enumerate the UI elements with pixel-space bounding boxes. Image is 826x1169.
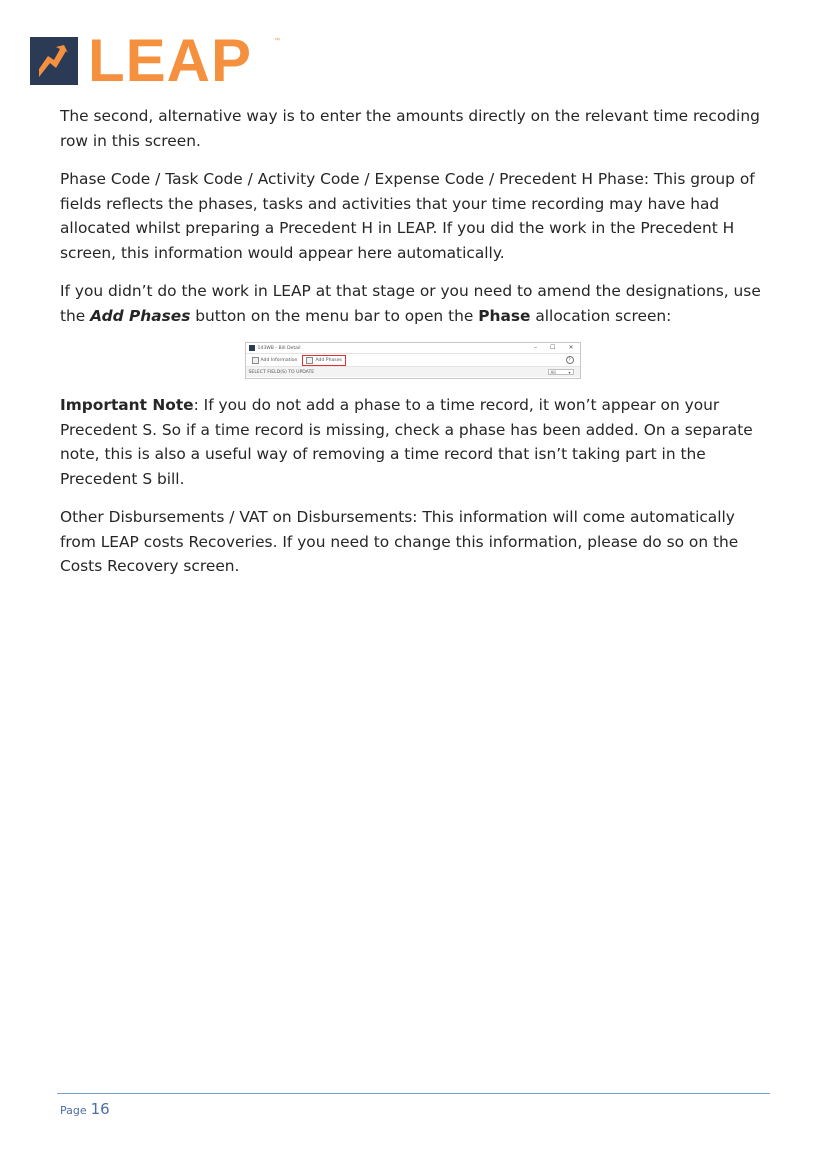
paragraph-phase-codes: Phase Code / Task Code / Activity Code / Expense Code / Precedent H Phase: This group of fields reflects the phases, tasks and activities that your time recording may have had allocated whilst preparing a Precedent H in LEAP. If you did the work in the Precedent H screen, this information would appear here automatically. [60, 170, 755, 262]
app-icon [249, 345, 255, 351]
window-title: 143WB - Bill Detail [257, 345, 301, 351]
add-information-button[interactable]: Add Information [249, 356, 301, 365]
page-label: Page [60, 1104, 87, 1117]
phase-emphasis: Phase [478, 306, 531, 325]
minimize-icon[interactable]: – [534, 344, 538, 351]
maximize-icon[interactable]: ☐ [550, 344, 556, 351]
help-icon[interactable]: ? [566, 356, 574, 364]
paragraph-important-note: Important Note: If you do not add a phase to a time record, it won’t appear on your Precedent S. So if a time record is missing, check a phase has been added. On a separate note, this is also a useful way of removing a time record that isn’t taking part in the Precedent S bill. [60, 396, 753, 488]
leap-logo-text: LEAP [88, 27, 253, 94]
window-controls [534, 344, 573, 351]
page-content [60, 104, 765, 593]
page-footer [60, 1100, 110, 1118]
add-phases-button[interactable]: Add Phases [302, 355, 345, 366]
window-title-bar [246, 343, 580, 354]
close-icon[interactable]: ✕ [568, 344, 574, 351]
paragraph-add-phases: If you didn’t do the work in LEAP at that stage or you need to amend the designations, use the Add Phases button on the menu bar to open the Phase allocation screen: [60, 282, 761, 325]
paragraph-other-disbursements: Other Disbursements / VAT on Disbursements: This information will come automatically from LEAP costs Recoveries. If you need to change this information, please do so on the Costs Recovery screen. [60, 508, 739, 575]
paragraph-alternative-way: The second, alternative way is to enter the amounts directly on the relevant time recoding row in this screen. [60, 107, 760, 150]
filter-label: SELECT FIELD(S) TO UPDATE [248, 369, 315, 375]
trademark-symbol: ™ [274, 38, 280, 44]
screenshot-container [60, 342, 765, 379]
footer-divider [57, 1093, 770, 1094]
chevron-down-icon: ▾ [568, 369, 571, 375]
leap-logo [30, 27, 280, 94]
filter-select[interactable]: All ▾ [548, 369, 574, 375]
add-information-icon [252, 357, 259, 364]
page-number: 16 [90, 1100, 110, 1118]
important-note-label: Important Note [60, 396, 194, 414]
filter-bar [246, 367, 580, 377]
add-phases-icon [306, 357, 313, 364]
window-toolbar [246, 354, 580, 367]
add-phases-emphasis: Add Phases [90, 306, 191, 325]
leap-logo-mark-icon [30, 37, 78, 85]
bill-detail-window-screenshot [245, 342, 581, 379]
